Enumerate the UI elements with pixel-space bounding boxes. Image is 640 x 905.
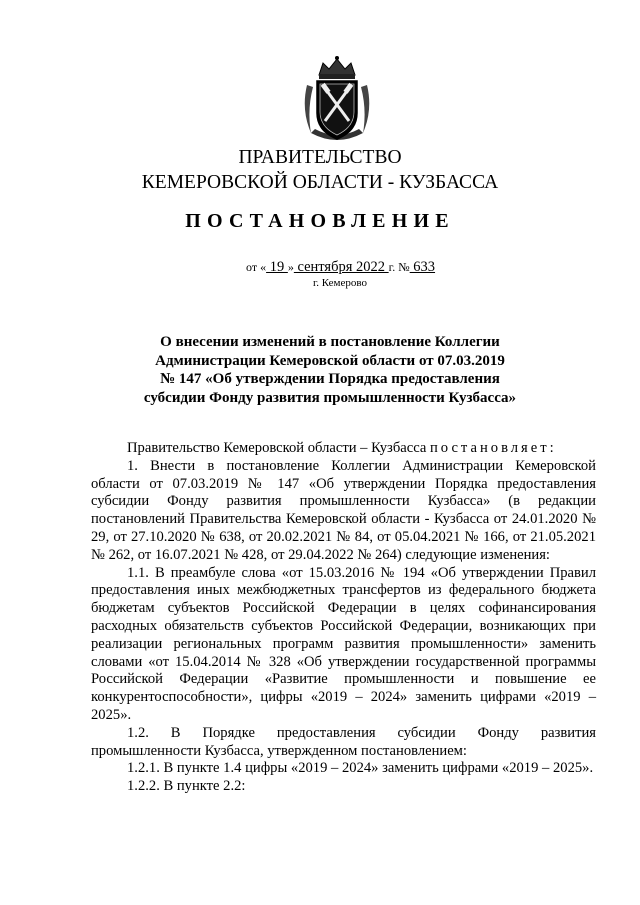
title-line: О внесении изменений в постановление Коллегии bbox=[160, 334, 500, 350]
preamble-paragraph bbox=[91, 440, 596, 458]
paragraph-1-2: 1.2. В Порядке предоставления субсидии Фонду развития промышленности Кузбасса, утвержденном постановлением: bbox=[91, 724, 596, 759]
resolve-word: постановляет: bbox=[429, 440, 557, 456]
title-line: № 147 «Об утверждении Порядка предоставления bbox=[160, 371, 500, 388]
document-type-heading: ПОСТАНОВЛЕНИЕ bbox=[185, 210, 455, 232]
government-name-line2: КЕМЕРОВСКОЙ ОБЛАСТИ - КУЗБАССА bbox=[141, 172, 499, 193]
date-day: 19 bbox=[266, 259, 288, 275]
government-name-line1: ПРАВИТЕЛЬСТВО bbox=[238, 147, 402, 168]
document-title bbox=[100, 333, 560, 407]
document-number: 633 bbox=[409, 259, 436, 275]
title-line: субсидии Фонду развития промышленности Кузбасса» bbox=[143, 389, 517, 406]
date-suffix: г. № bbox=[388, 260, 410, 274]
paragraph-1-2-2: 1.2.2. В пункте 2.2: bbox=[127, 778, 246, 795]
preamble-text: Правительство Кемеровской области – Кузбасса bbox=[127, 440, 430, 456]
document-date-number bbox=[246, 259, 435, 276]
city-line bbox=[0, 277, 640, 289]
document-body bbox=[91, 440, 596, 796]
date-prefix: от « bbox=[246, 260, 267, 274]
paragraph-1: 1. Внести в постановление Коллегии Администрации Кемеровской области от 07.03.2019 № 147 «Об утверждении Порядка предоставления субсидии Фонду развития промышленности Кузбасса» (в редакции постановлений Правительства Кемеровской области - Кузбасса от 24.01.2020 № 29, от 27.10.2020 № 638, от 20.02.2021 № 84, от 05.04.2021 № 166, от 21.05.2021 № 262, от 16.07.2021 № 428, от 29.04.2022 № 264) следующие изменения: bbox=[91, 457, 596, 563]
title-line: Администрации Кемеровской области от 07.03.2019 bbox=[155, 352, 505, 369]
city-name: г. Кемерово bbox=[312, 277, 368, 289]
date-mid: » bbox=[287, 260, 294, 274]
paragraph-1-1: 1.1. В преамбуле слова «от 15.03.2016 № 194 «Об утверждении Правил предоставления иных межбюджетных трансфертов из федерального бюджета бюджетам субъектов Российской Федерации в целях софинансирования расходных обязательств субъектов Российской Федерации, возникающих при реализации региональных программ развития промышленности» заменить словами «от 15.04.2014 № 328 «Об утверждении государственной программы Российской Федерации «Развитие промышленности и повышение ее конкурентоспособности», цифры «2019 – 2024» заменить цифрами «2019 – 2025». bbox=[91, 564, 596, 723]
paragraph-1-2-1: 1.2.1. В пункте 1.4 цифры «2019 – 2024» заменить цифрами «2019 – 2025». bbox=[127, 760, 594, 777]
coat-of-arms-emblem bbox=[297, 55, 377, 145]
date-month-year: сентября 2022 bbox=[293, 259, 389, 275]
